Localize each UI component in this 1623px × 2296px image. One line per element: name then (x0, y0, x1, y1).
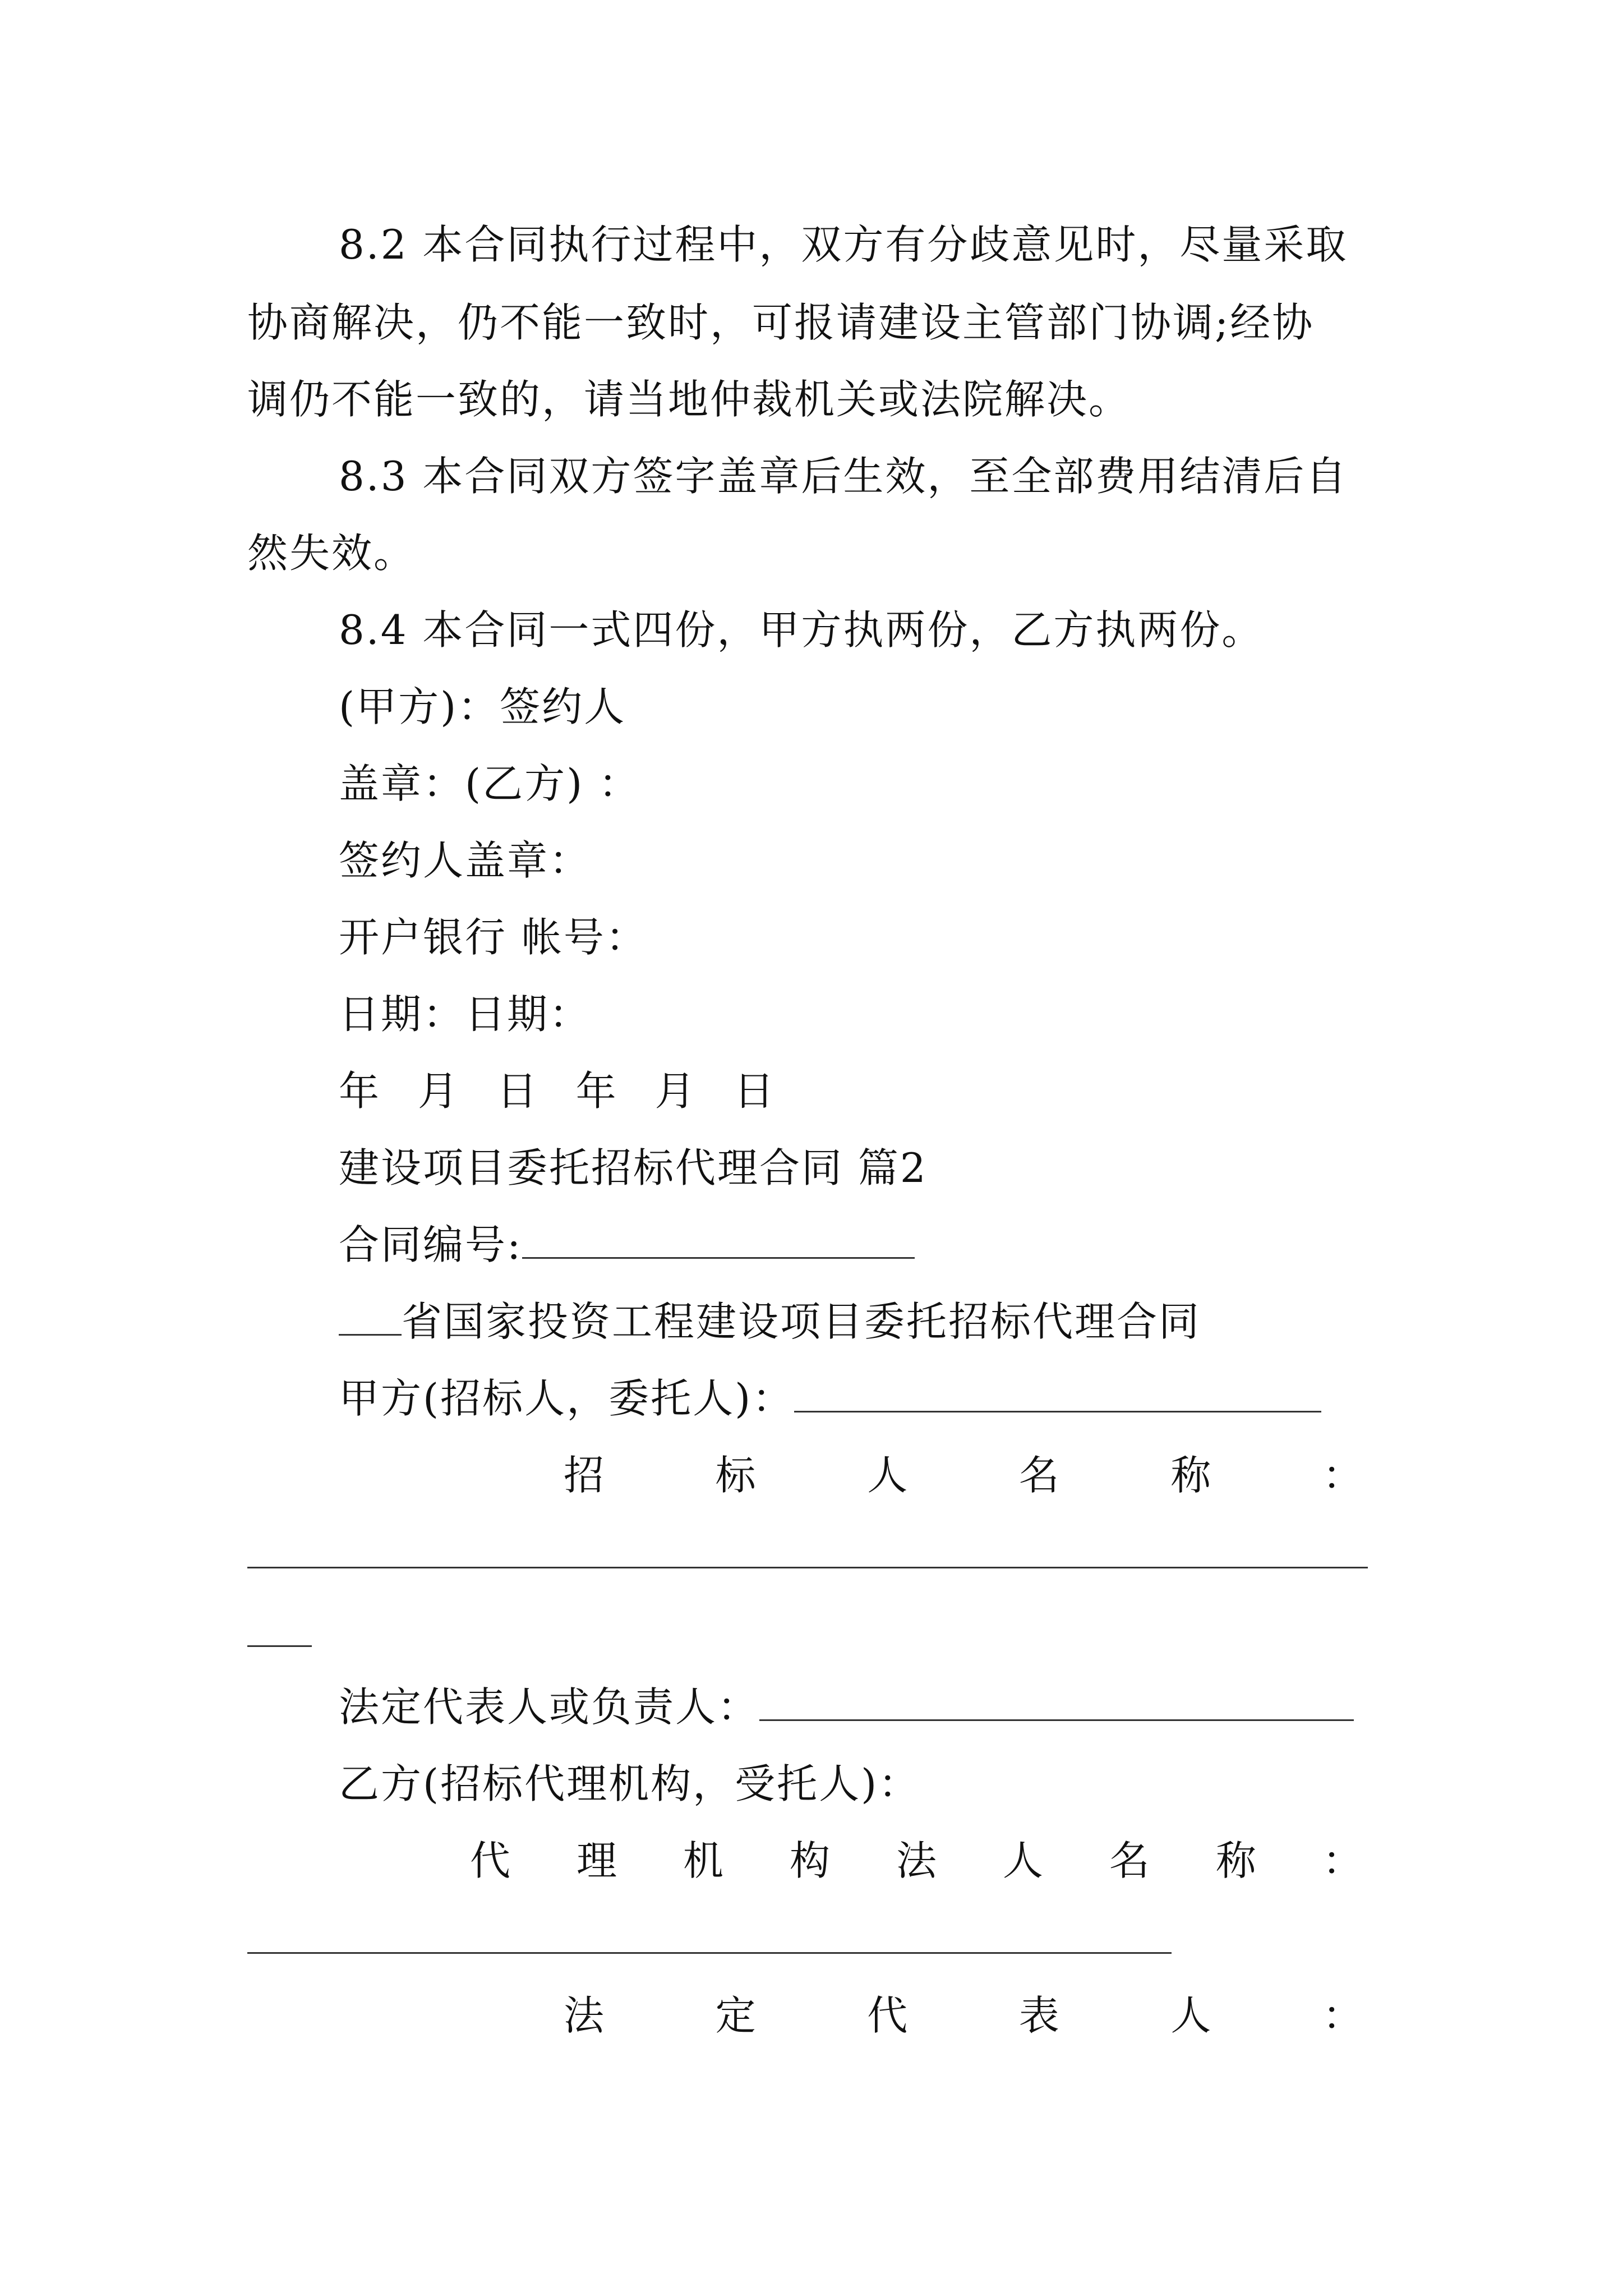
agency-name-char-2: 理 (576, 1837, 617, 1884)
contract-number-row (339, 1218, 915, 1272)
clause-8-4: 8.4 本合同一式四份，甲方执两份，乙方执两份。 (339, 606, 1264, 654)
tenderer-name-blank[interactable] (247, 1567, 1368, 1568)
bank-account: 开户银行 帐号： (339, 914, 648, 961)
agency-name-char-3: 机 (683, 1837, 723, 1884)
legal-rep2-char-5: 人 (1170, 1992, 1211, 2039)
contract-number-blank[interactable] (522, 1220, 915, 1259)
agency-name-colon: ： (1322, 1837, 1363, 1884)
contract-title-row (339, 1295, 1201, 1349)
legal-rep-row (339, 1680, 1354, 1734)
party-a-label: 甲方(招标人，委托人)： (339, 1375, 795, 1422)
agency-name-blank[interactable] (247, 1952, 1172, 1954)
legal-rep2-char-4: 表 (1018, 1992, 1059, 2039)
agency-name-char-1: 代 (470, 1837, 511, 1884)
legal-rep2-char-1: 法 (564, 1992, 605, 2039)
clause-8-3-line-1: 8.3 本合同双方签字盖章后生效，至全部费用结清后自 (339, 453, 1348, 500)
contract-title: 省国家投资工程建设项目委托招标代理合同 (402, 1298, 1201, 1345)
contract-number-label: 合同编号: (339, 1221, 523, 1268)
tenderer-name-blank-cont[interactable] (247, 1645, 312, 1647)
legal-rep2-label (564, 1989, 1363, 2042)
party-b-label: 乙方(招标代理机构，受托人)： (339, 1760, 921, 1807)
legal-rep2-char-3: 代 (867, 1992, 908, 2039)
tenderer-name-label (564, 1448, 1363, 1502)
tenderer-name-char-3: 人 (867, 1452, 908, 1499)
tenderer-name-char-5: 称 (1170, 1452, 1211, 1499)
legal-rep-blank[interactable] (759, 1682, 1354, 1721)
agency-name-char-4: 构 (789, 1837, 830, 1884)
legal-rep2-char-2: 定 (715, 1992, 756, 2039)
agency-name-char-6: 人 (1002, 1837, 1043, 1884)
agency-name-char-7: 名 (1109, 1837, 1150, 1884)
province-blank[interactable] (339, 1297, 402, 1336)
agency-name-char-5: 法 (896, 1837, 937, 1884)
clause-8-2-line-2: 协商解决，仍不能一致时，可报请建设主管部门协调;经协 (247, 299, 1315, 346)
signer-seal: 签约人盖章： (339, 837, 592, 884)
party-a-signer: (甲方)：签约人 (339, 683, 626, 730)
tenderer-name-char-2: 标 (715, 1452, 756, 1499)
agency-name-label (470, 1834, 1363, 1888)
party-a-row (339, 1372, 1321, 1425)
legal-rep2-colon: ： (1322, 1992, 1363, 2039)
party-a-blank[interactable] (794, 1374, 1321, 1412)
seal-party-b: 盖章：(乙方) ： (339, 760, 641, 807)
agency-name-char-8: 称 (1215, 1837, 1256, 1884)
clause-8-2-line-1: 8.2 本合同执行过程中，双方有分歧意见时，尽量采取 (339, 221, 1348, 268)
legal-rep-label: 法定代表人或负责人： (339, 1683, 760, 1731)
tenderer-name-char-1: 招 (564, 1452, 605, 1499)
part2-heading: 建设项目委托招标代理合同 篇2 (339, 1144, 928, 1191)
clause-8-2-line-3: 调仍不能一致的，请当地仲裁机关或法院解决。 (247, 376, 1131, 423)
dates-line: 日期：日期： (339, 991, 592, 1038)
tenderer-name-char-4: 名 (1018, 1452, 1059, 1499)
clause-8-3-line-2: 然失效。 (247, 530, 416, 577)
tenderer-name-colon: ： (1322, 1452, 1363, 1499)
year-month-day-line: 年 月 日 年 月 日 (339, 1068, 776, 1115)
